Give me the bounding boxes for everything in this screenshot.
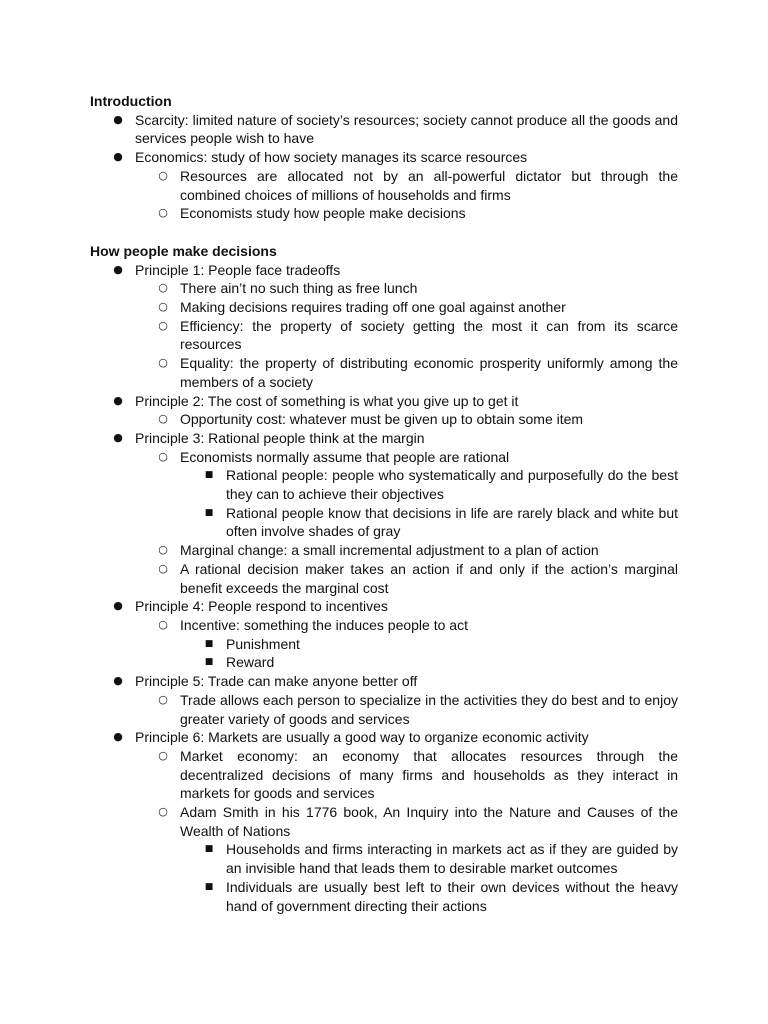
filled-circle-bullet-icon: ●	[113, 150, 123, 164]
list-item-text: Marginal change: a small incremental adjustment to a plan of action	[180, 542, 599, 559]
hollow-circle-bullet-icon: ○	[158, 281, 168, 295]
list-item-level-2	[90, 317, 678, 354]
hollow-circle-bullet-icon: ○	[158, 300, 168, 314]
list-item-level-3	[90, 653, 678, 672]
hollow-circle-bullet-icon: ○	[158, 692, 168, 706]
list-item-text: Economics: study of how society manages its scarce resources	[135, 149, 528, 166]
list-item-level-2	[90, 448, 678, 467]
hollow-circle-bullet-icon: ○	[158, 617, 168, 631]
section-heading: How people make decisions	[90, 242, 277, 259]
filled-circle-bullet-icon: ●	[113, 430, 123, 444]
list-item-level-1	[90, 392, 678, 411]
list-item-text: Economists study how people make decisions	[180, 205, 466, 222]
hollow-circle-bullet-icon: ○	[158, 206, 168, 220]
list-item-text: Market economy: an economy that allocates resources through the decentralized decisions of many firms and households as they interact in markets for goods and services	[180, 747, 678, 802]
filled-circle-bullet-icon: ●	[113, 112, 123, 126]
filled-circle-bullet-icon: ●	[113, 393, 123, 407]
list-item-text: Incentive: something the induces people to act	[180, 616, 468, 633]
list-item-level-2	[90, 541, 678, 560]
square-bullet-icon: ■	[204, 881, 214, 892]
list-item-level-2	[90, 204, 678, 223]
list-item-text: Principle 2: The cost of something is what you give up to get it	[135, 392, 519, 409]
list-item-text: A rational decision maker takes an action if and only if the action’s marginal benefit exceeds the marginal cost	[180, 560, 678, 596]
list-item-level-2	[90, 298, 678, 317]
filled-circle-bullet-icon: ●	[113, 674, 123, 688]
list-item-text: Adam Smith in his 1776 book, An Inquiry into the Nature and Causes of the Wealth of Nations	[180, 804, 678, 839]
hollow-circle-bullet-icon: ○	[158, 318, 168, 332]
square-bullet-icon: ■	[204, 507, 214, 518]
hollow-circle-bullet-icon: ○	[158, 412, 168, 426]
list-item-text: Punishment	[226, 635, 300, 652]
list-item-level-3	[90, 635, 678, 654]
section-spacer	[90, 223, 678, 242]
filled-circle-bullet-icon: ●	[113, 730, 123, 744]
list-item-text: Efficiency: the property of society getting the most it can from its scarce resources	[180, 317, 678, 353]
list-item-level-3	[90, 878, 678, 915]
list-item-text: Reward	[226, 654, 275, 671]
filled-circle-bullet-icon: ●	[113, 599, 123, 613]
list-item-text: Resources are allocated not by an all-powerful dictator but through the combined choices of millions of households and firms	[180, 167, 678, 203]
list-item-text: Principle 4: People respond to incentives	[135, 598, 388, 615]
list-item-text: Rational people: people who systematically and purposefully do the best they can to achieve their objectives	[226, 467, 678, 503]
square-bullet-icon: ■	[204, 470, 214, 481]
list-item-level-2	[90, 560, 678, 597]
hollow-circle-bullet-icon: ○	[158, 168, 168, 182]
list-item-level-2	[90, 410, 678, 429]
list-item-level-1	[90, 672, 678, 691]
list-item-level-2	[90, 747, 678, 803]
list-item-level-1	[90, 728, 678, 747]
list-item-text: Scarcity: limited nature of society’s resources; society cannot produce all the goods and services people wish to have	[135, 111, 678, 147]
list-item-level-2	[90, 279, 678, 298]
hollow-circle-bullet-icon: ○	[158, 805, 168, 819]
list-item-level-1	[90, 111, 678, 148]
list-item-text: Principle 3: Rational people think at the margin	[135, 429, 425, 446]
list-item-level-1	[90, 261, 678, 280]
list-item-text: Households and firms interacting in markets act as if they are guided by an invisible hand that leads them to desirable market outcomes	[226, 841, 678, 877]
list-item-level-3	[90, 466, 678, 503]
list-item-level-3	[90, 840, 678, 877]
list-item-text: Trade allows each person to specialize in the activities they do best and to enjoy greater variety of goods and services	[180, 691, 678, 727]
list-item-text: Individuals are usually best left to their own devices without the heavy hand of government directing their actions	[226, 878, 678, 914]
square-bullet-icon: ■	[204, 638, 214, 649]
list-item-level-1	[90, 429, 678, 448]
list-item-text: Principle 5: Trade can make anyone better off	[135, 673, 418, 690]
list-item-text: Making decisions requires trading off one goal against another	[180, 299, 566, 316]
list-item-text: There ain’t no such thing as free lunch	[180, 280, 418, 297]
list-item-level-2	[90, 803, 678, 840]
section-heading: Introduction	[90, 93, 172, 109]
square-bullet-icon: ■	[204, 844, 214, 855]
list-item-level-2	[90, 691, 678, 728]
list-item-text: Rational people know that decisions in life are rarely black and white but often involve shades of gray	[226, 504, 678, 540]
list-item-text: Opportunity cost: whatever must be given up to obtain some item	[180, 411, 584, 428]
list-item-level-2	[90, 167, 678, 204]
list-item-level-1	[90, 148, 678, 167]
filled-circle-bullet-icon: ●	[113, 262, 123, 276]
list-item-level-1	[90, 597, 678, 616]
list-item-level-2	[90, 616, 678, 635]
list-item-text: Principle 6: Markets are usually a good way to organize economic activity	[135, 729, 589, 746]
hollow-circle-bullet-icon: ○	[158, 356, 168, 370]
list-item-text: Economists normally assume that people are rational	[180, 448, 510, 465]
hollow-circle-bullet-icon: ○	[158, 543, 168, 557]
hollow-circle-bullet-icon: ○	[158, 449, 168, 463]
list-item-level-2	[90, 354, 678, 391]
list-item-level-3	[90, 504, 678, 541]
list-item-text: Equality: the property of distributing economic prosperity uniformly among the members of a society	[180, 355, 678, 390]
hollow-circle-bullet-icon: ○	[158, 748, 168, 762]
square-bullet-icon: ■	[204, 657, 214, 668]
list-item-text: Principle 1: People face tradeoffs	[135, 261, 341, 278]
document-body	[90, 92, 678, 915]
hollow-circle-bullet-icon: ○	[158, 561, 168, 575]
